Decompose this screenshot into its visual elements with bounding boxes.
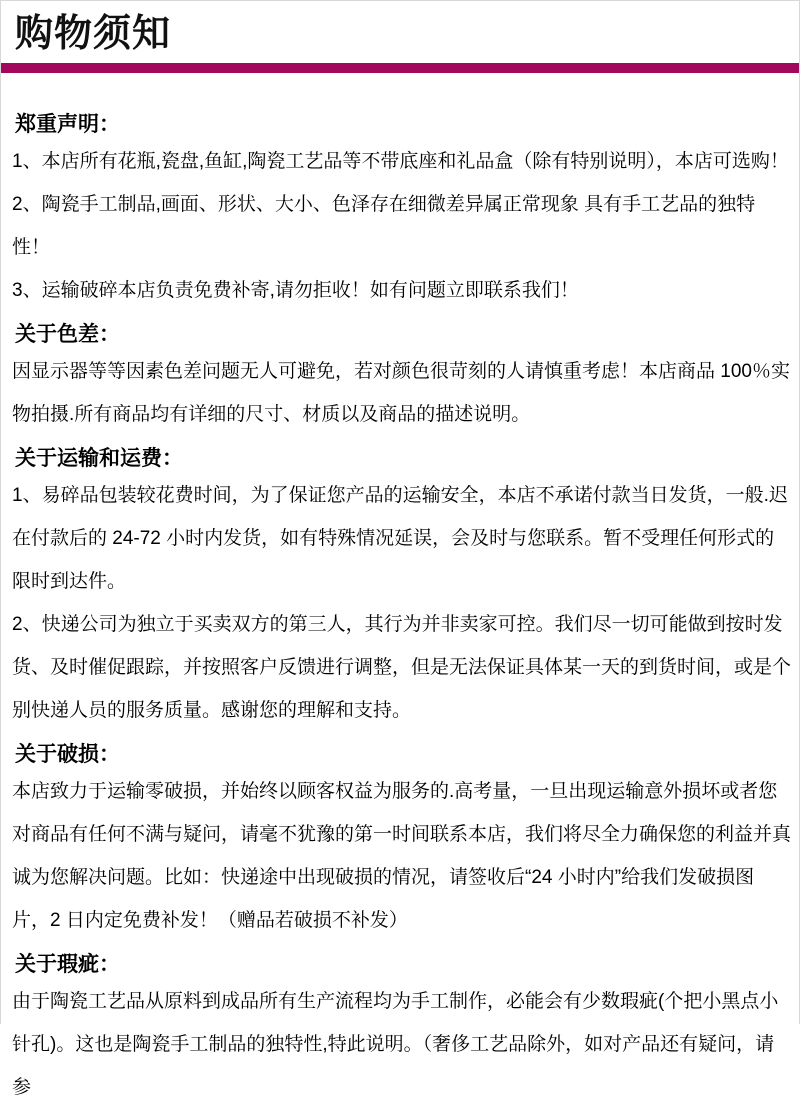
- notice-content: [1, 110, 799, 1109]
- notice-paragraph: 由于陶瓷工艺品从原料到成品所有生产流程均为手工制作，必能会有少数瑕疵(个把小黑点小针孔)。这也是陶瓷手工制品的独特性,特此说明。（奢侈工艺品除外，如对产品还有疑问，请参: [12, 991, 779, 1098]
- page-title: 购物须知: [15, 10, 172, 55]
- notice-paragraph: 3、运输破碎本店负责免费补寄,请勿拒收！如有问题立即联系我们！: [12, 280, 579, 301]
- section-damage: [12, 740, 791, 942]
- section-heading-shipping: 关于运输和运费：: [15, 447, 183, 470]
- accent-bar: [1, 63, 799, 73]
- notice-paragraph: 2、陶瓷手工制品,画面、形状、大小、色泽存在细微差异属正常现象 具有手工艺品的独特性！: [12, 194, 756, 258]
- notice-paragraph: 2、快递公司为独立于买卖双方的第三人，其行为并非卖家可控。我们尽一切可能做到按时发货、及时催促跟踪，并按照客户反馈进行调整，但是无法保证具体某一天的到货时间，或是个别快递人员的服务质量。感谢您的理解和支持。: [12, 614, 792, 721]
- section-heading-statement: 郑重声明：: [15, 113, 120, 136]
- section-heading-color-difference: 关于色差：: [15, 323, 120, 346]
- notice-paragraph: 1、本店所有花瓶,瓷盘,鱼缸,陶瓷工艺品等不带底座和礼品盒（除有特别说明），本店可选购！: [12, 151, 789, 172]
- section-flaws: [12, 950, 791, 1109]
- section-statement: [12, 110, 791, 312]
- notice-paragraph: 1、易碎品包装较花费时间，为了保证您产品的运输安全，本店不承诺付款当日发货，一般.迟在付款后的 24-72 小时内发货，如有特殊情况延误，会及时与您联系。暂不受理任何形式的限时到达件。: [12, 485, 788, 592]
- section-color-difference: [12, 320, 791, 436]
- section-heading-flaws: 关于瑕疵：: [15, 953, 120, 976]
- notice-paragraph: 本店致力于运输零破损，并始终以顾客权益为服务的.高考量，一旦出现运输意外损坏或者您对商品有任何不满与疑问，请毫不犹豫的第一时间联系本店，我们将尽全力确保您的利益并真诚为您解决问题。比如：快递途中出现破损的情况，请签收后“24 小时内”给我们发破损图片，2 日内定免费补发！（赠品若破损不补发）: [12, 781, 792, 931]
- notice-paragraph: 因显示器等等因素色差问题无人可避免，若对颜色很苛刻的人请慎重考虑！本店商品 100％实物拍摄.所有商品均有详细的尺寸、材质以及商品的描述说明。: [12, 361, 790, 425]
- section-shipping: [12, 444, 791, 732]
- section-heading-damage: 关于破损：: [15, 743, 120, 766]
